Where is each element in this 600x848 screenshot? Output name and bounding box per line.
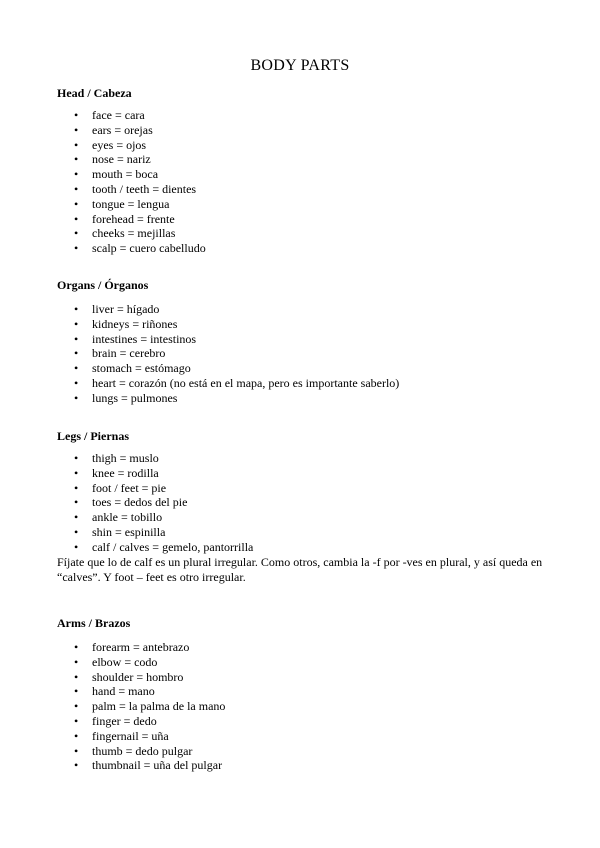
list-arms <box>57 640 225 773</box>
list-item: • ankle = tobillo <box>57 510 253 525</box>
list-item: • tooth / teeth = dientes <box>57 182 206 197</box>
list-item: • eyes = ojos <box>57 138 206 153</box>
list-organs <box>57 302 399 406</box>
list-item: • forehead = frente <box>57 212 206 227</box>
list-item: • toes = dedos del pie <box>57 495 253 510</box>
section-heading-arms: Arms / Brazos <box>57 616 131 630</box>
list-item: • fingernail = uña <box>57 729 225 744</box>
list-item: • stomach = estómago <box>57 361 399 376</box>
list-item: • mouth = boca <box>57 167 206 182</box>
note-paragraph: Fíjate que lo de calf es un plural irregular. Como otros, cambia la -f por -ves en plural, y así queda en “calves”. Y foot – feet es otro irregular. <box>57 555 543 584</box>
list-item: • palm = la palma de la mano <box>57 699 225 714</box>
list-item: • calf / calves = gemelo, pantorrilla <box>57 540 253 555</box>
list-item: • face = cara <box>57 108 206 123</box>
list-item: • shoulder = hombro <box>57 670 225 685</box>
list-legs <box>57 451 253 555</box>
page-title: BODY PARTS <box>250 57 350 74</box>
list-item: • lungs = pulmones <box>57 391 399 406</box>
list-item: • scalp = cuero cabelludo <box>57 241 206 256</box>
list-item: • finger = dedo <box>57 714 225 729</box>
list-item: • ears = orejas <box>57 123 206 138</box>
list-item: • brain = cerebro <box>57 346 399 361</box>
list-item: • liver = hígado <box>57 302 399 317</box>
list-item: • elbow = codo <box>57 655 225 670</box>
list-item: • knee = rodilla <box>57 466 253 481</box>
list-item: • nose = nariz <box>57 152 206 167</box>
list-item: • tongue = lengua <box>57 197 206 212</box>
section-heading-legs: Legs / Piernas <box>57 429 129 443</box>
list-item: • forearm = antebrazo <box>57 640 225 655</box>
list-item: • shin = espinilla <box>57 525 253 540</box>
section-heading-head: Head / Cabeza <box>57 86 132 100</box>
list-item: • hand = mano <box>57 684 225 699</box>
list-head <box>57 108 206 256</box>
list-item: • thumb = dedo pulgar <box>57 744 225 759</box>
list-item: • cheeks = mejillas <box>57 226 206 241</box>
list-item: • intestines = intestinos <box>57 332 399 347</box>
list-item: • foot / feet = pie <box>57 481 253 496</box>
list-item: • kidneys = riñones <box>57 317 399 332</box>
list-item: • heart = corazón (no está en el mapa, pero es importante saberlo) <box>57 376 399 391</box>
list-item: • thumbnail = uña del pulgar <box>57 758 225 773</box>
list-item: • thigh = muslo <box>57 451 253 466</box>
section-heading-organs: Organs / Órganos <box>57 278 149 292</box>
